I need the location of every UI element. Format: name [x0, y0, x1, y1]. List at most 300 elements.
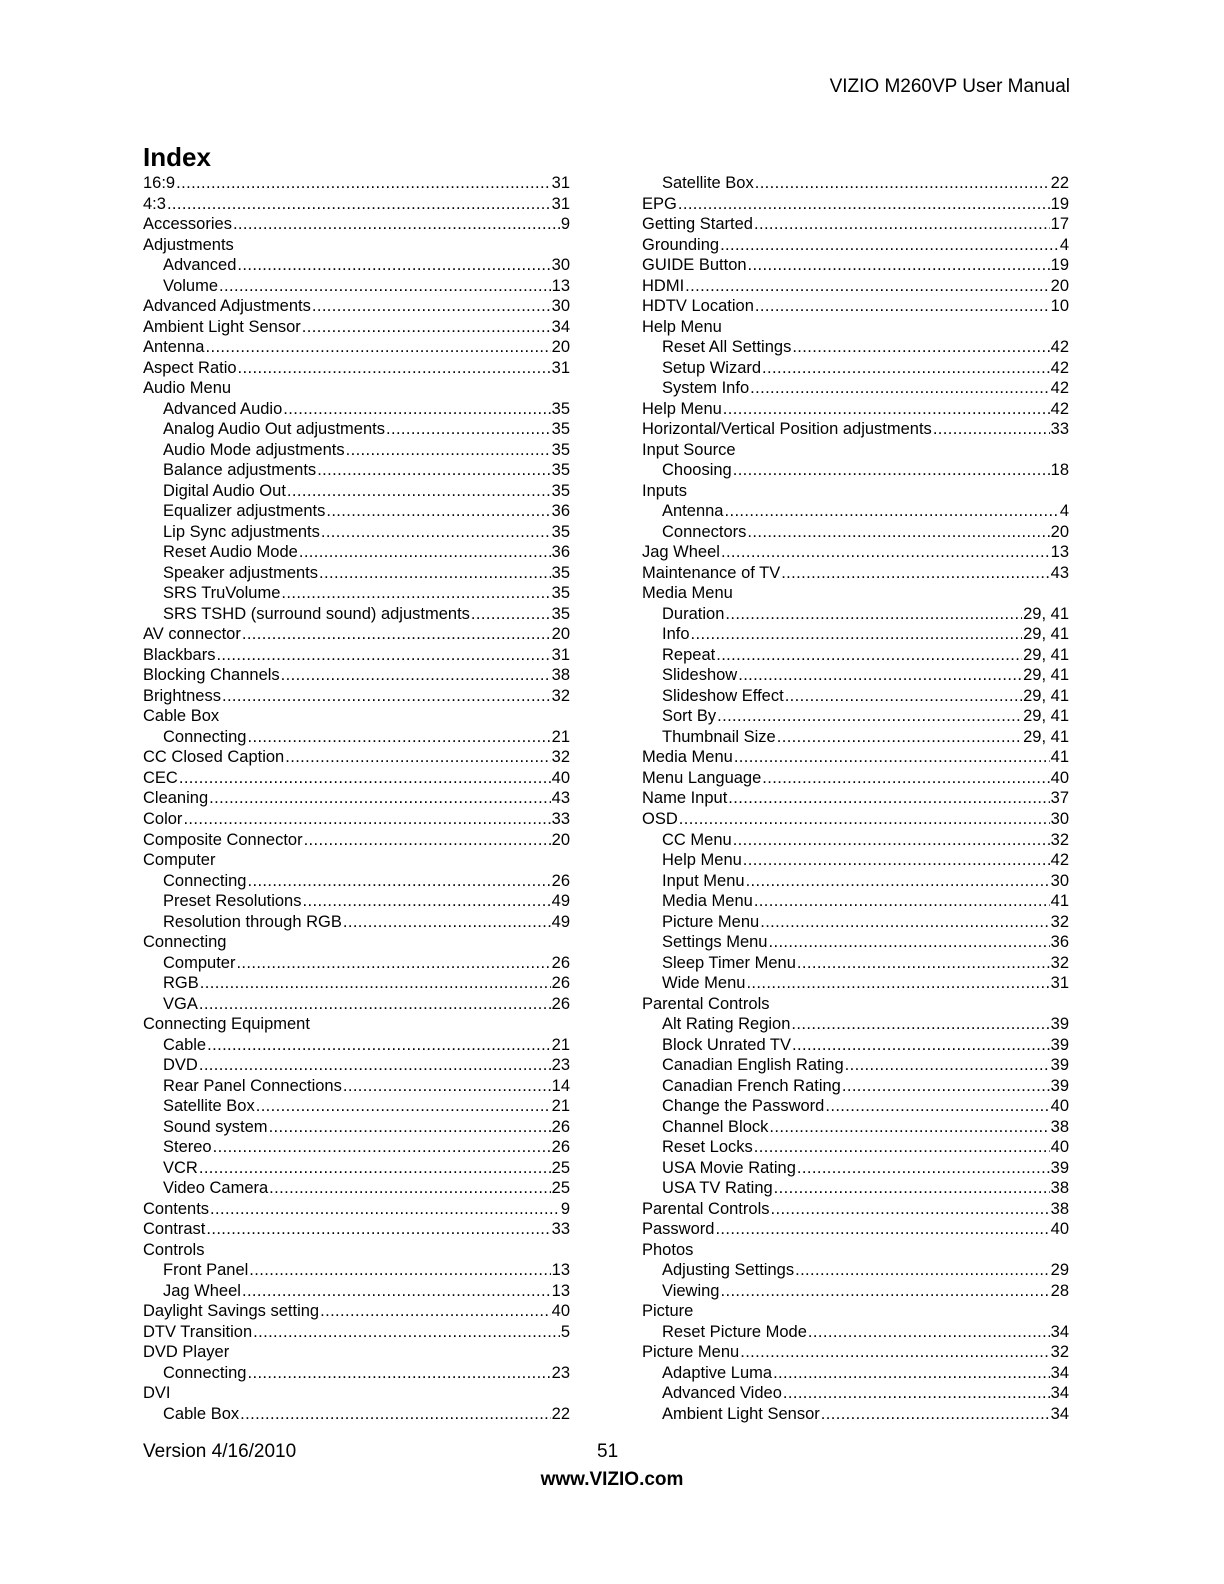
- dot-leader: [740, 1342, 1049, 1363]
- entry-label: Repeat: [662, 645, 716, 664]
- entry-label: Picture Menu: [662, 912, 760, 931]
- dot-leader: [748, 255, 1050, 276]
- index-entry: [143, 809, 570, 830]
- index-subentry: [143, 1076, 570, 1097]
- dot-leader: [219, 276, 551, 297]
- dot-leader: [304, 830, 551, 851]
- dot-leader: [281, 583, 550, 604]
- dot-leader: [287, 481, 551, 502]
- entry-page: 38: [1050, 1179, 1069, 1198]
- entry-label: Slideshow: [662, 666, 738, 685]
- index-subentry: [143, 255, 570, 276]
- index-entry: [143, 1240, 570, 1261]
- entry-label: Brightness: [143, 686, 221, 705]
- dot-leader: [723, 399, 1050, 420]
- index-entry: [642, 1342, 1069, 1363]
- dot-leader: [240, 1404, 551, 1425]
- dot-leader: [754, 1137, 1050, 1158]
- entry-page: 20: [1050, 522, 1069, 541]
- entry-label: Photos: [642, 1240, 694, 1259]
- dot-leader: [783, 1383, 1050, 1404]
- index-subentry: [143, 1260, 570, 1281]
- entry-label: Picture: [642, 1302, 694, 1321]
- entry-label: Video Camera: [163, 1179, 269, 1198]
- index-subentry: [642, 358, 1069, 379]
- index-subentry: [143, 460, 570, 481]
- entry-label: DTV Transition: [143, 1322, 253, 1341]
- index-entry: [642, 1219, 1069, 1240]
- entry-page: 32: [1050, 912, 1069, 931]
- dot-leader: [247, 871, 550, 892]
- index-entry: [143, 830, 570, 851]
- index-subentry: [143, 501, 570, 522]
- entry-label: Reset All Settings: [662, 338, 792, 357]
- entry-page: 35: [551, 481, 570, 500]
- entry-label: Reset Picture Mode: [662, 1322, 807, 1341]
- index-column-right: [642, 173, 1069, 1424]
- entry-page: 31: [551, 358, 570, 377]
- dot-leader: [791, 1014, 1049, 1035]
- entry-page: 20: [1050, 276, 1069, 295]
- entry-page: 31: [551, 174, 570, 192]
- entry-label: Help Menu: [662, 851, 742, 870]
- dot-leader: [167, 194, 551, 215]
- index-entry: [143, 747, 570, 768]
- index-subentry: [143, 440, 570, 461]
- entry-page: 13: [551, 276, 570, 295]
- index-subentry: [642, 1035, 1069, 1056]
- entry-page: 35: [551, 563, 570, 582]
- entry-label: Info: [662, 625, 690, 644]
- entry-label: Horizontal/Vertical Position adjustments: [642, 420, 932, 439]
- entry-page: 38: [551, 666, 570, 685]
- entry-label: Preset Resolutions: [163, 892, 302, 911]
- dot-leader: [746, 871, 1050, 892]
- footer-page-number: 51: [597, 1441, 619, 1462]
- index-entry: [143, 768, 570, 789]
- index-entry: [143, 317, 570, 338]
- dot-leader: [733, 460, 1050, 481]
- entry-label: Sleep Timer Menu: [662, 953, 796, 972]
- entry-label: Canadian French Rating: [662, 1076, 841, 1095]
- index-entry: [642, 788, 1069, 809]
- entry-label: Channel Block: [662, 1117, 769, 1136]
- entry-label: Help Menu: [642, 317, 722, 336]
- index-subentry: [143, 419, 570, 440]
- entry-page: 35: [551, 461, 570, 480]
- entry-page: 13: [551, 1261, 570, 1280]
- index-subentry: [143, 727, 570, 748]
- index-subentry: [143, 973, 570, 994]
- entry-label: Digital Audio Out: [163, 481, 286, 500]
- index-subentry: [642, 686, 1069, 707]
- entry-label: Computer: [143, 851, 216, 870]
- dot-leader: [346, 440, 551, 461]
- entry-page: 33: [551, 809, 570, 828]
- dot-leader: [720, 1281, 1049, 1302]
- entry-label: Media Menu: [642, 584, 733, 603]
- index-subentry: [642, 501, 1069, 522]
- dot-leader: [213, 1137, 551, 1158]
- entry-page: 21: [551, 1035, 570, 1054]
- dot-leader: [205, 337, 550, 358]
- entry-page: 35: [551, 440, 570, 459]
- entry-label: Alt Rating Region: [662, 1015, 791, 1034]
- dot-leader: [253, 1322, 560, 1343]
- entry-label: Resolution through RGB: [163, 912, 342, 931]
- entry-label: Speaker adjustments: [163, 563, 319, 582]
- index-subentry: [642, 1383, 1069, 1404]
- dot-leader: [734, 747, 1050, 768]
- index-entry: [642, 214, 1069, 235]
- index-subentry: [143, 1096, 570, 1117]
- entry-label: Controls: [143, 1240, 205, 1259]
- index-subentry: [642, 1158, 1069, 1179]
- index-entry: [642, 1240, 1069, 1261]
- entry-page: 26: [551, 953, 570, 972]
- index-subentry: [143, 481, 570, 502]
- entry-label: CC Menu: [662, 830, 732, 849]
- index-subentry: [143, 563, 570, 584]
- dot-leader: [176, 173, 551, 194]
- index-subentry: [642, 522, 1069, 543]
- entry-page: 17: [1050, 215, 1069, 234]
- dot-leader: [754, 891, 1050, 912]
- index-subentry: [642, 1178, 1069, 1199]
- index-column-left: [143, 173, 570, 1424]
- index-entry: [143, 296, 570, 317]
- entry-label: RGB: [163, 974, 199, 993]
- dot-leader: [777, 727, 1022, 748]
- dot-leader: [792, 337, 1049, 358]
- index-entry: [143, 1219, 570, 1240]
- entry-page: 22: [1050, 174, 1069, 192]
- entry-label: Contents: [143, 1199, 210, 1218]
- entry-label: Settings Menu: [662, 933, 768, 952]
- index-subentry: [642, 953, 1069, 974]
- footer-url: www.VIZIO.com: [540, 1469, 684, 1490]
- entry-label: AV connector: [143, 625, 241, 644]
- entry-page: 20: [551, 625, 570, 644]
- dot-leader: [302, 317, 551, 338]
- dot-leader: [199, 1158, 551, 1179]
- entry-page: 33: [551, 1220, 570, 1239]
- index-entry: [143, 1383, 570, 1404]
- entry-page: 22: [551, 1404, 570, 1423]
- dot-leader: [283, 399, 550, 420]
- index-entry: [642, 440, 1069, 461]
- index-heading: Index: [143, 142, 211, 172]
- entry-label: Connecting: [163, 1363, 247, 1382]
- index-entry: [642, 747, 1069, 768]
- entry-label: Sound system: [163, 1117, 268, 1136]
- index-subentry: [143, 891, 570, 912]
- index-entry: [143, 645, 570, 666]
- index-entry: [642, 768, 1069, 789]
- index-entry: [143, 665, 570, 686]
- entry-page: 32: [1050, 830, 1069, 849]
- entry-page: 13: [1050, 543, 1069, 562]
- entry-label: VGA: [163, 994, 198, 1013]
- entry-label: Grounding: [642, 235, 720, 254]
- entry-label: Jag Wheel: [642, 543, 720, 562]
- index-subentry: [143, 1117, 570, 1138]
- entry-page: 38: [1050, 1199, 1069, 1218]
- entry-label: Adjustments: [143, 235, 234, 254]
- entry-page: 38: [1050, 1117, 1069, 1136]
- entry-label: CC Closed Caption: [143, 748, 285, 767]
- entry-page: 25: [551, 1179, 570, 1198]
- index-subentry: [642, 624, 1069, 645]
- dot-leader: [321, 522, 551, 543]
- index-subentry: [642, 850, 1069, 871]
- dot-leader: [728, 788, 1049, 809]
- entry-page: 33: [1050, 420, 1069, 439]
- entry-label: CEC: [143, 768, 178, 787]
- entry-page: 35: [551, 399, 570, 418]
- entry-label: Connectors: [662, 522, 747, 541]
- entry-label: Block Unrated TV: [662, 1035, 792, 1054]
- entry-page: 23: [551, 1056, 570, 1075]
- entry-page: 21: [551, 1097, 570, 1116]
- entry-label: DVD Player: [143, 1343, 230, 1362]
- entry-label: Ambient Light Sensor: [143, 317, 301, 336]
- entry-page: 5: [560, 1322, 570, 1341]
- entry-label: Volume: [163, 276, 219, 295]
- dot-leader: [386, 419, 551, 440]
- dot-leader: [768, 932, 1049, 953]
- entry-page: 30: [1050, 871, 1069, 890]
- entry-label: Balance adjustments: [163, 461, 317, 480]
- entry-page: 40: [1050, 1220, 1069, 1239]
- dot-leader: [774, 1178, 1050, 1199]
- entry-page: 36: [551, 543, 570, 562]
- dot-leader: [317, 460, 550, 481]
- entry-page: 29: [1050, 1261, 1069, 1280]
- entry-page: 36: [551, 502, 570, 521]
- entry-label: Picture Menu: [642, 1343, 740, 1362]
- entry-page: 35: [551, 604, 570, 623]
- entry-page: 4: [1059, 235, 1069, 254]
- index-entry: [143, 337, 570, 358]
- index-entry: [642, 194, 1069, 215]
- entry-label: Change the Password: [662, 1097, 825, 1116]
- entry-page: 19: [1050, 256, 1069, 275]
- index-subentry: [642, 1363, 1069, 1384]
- index-entry: [642, 399, 1069, 420]
- entry-page: 35: [551, 420, 570, 439]
- dot-leader: [256, 1096, 551, 1117]
- index-subentry: [642, 1096, 1069, 1117]
- entry-label: Thumbnail Size: [662, 727, 776, 746]
- dot-leader: [679, 809, 1050, 830]
- dot-leader: [762, 768, 1049, 789]
- index-subentry: [642, 173, 1069, 194]
- index-subentry: [642, 1117, 1069, 1138]
- dot-leader: [785, 686, 1022, 707]
- index-entry: [642, 255, 1069, 276]
- entry-label: Adjusting Settings: [662, 1261, 795, 1280]
- entry-label: Input Menu: [662, 871, 745, 890]
- entry-label: Color: [143, 809, 183, 828]
- entry-label: Stereo: [163, 1138, 212, 1157]
- entry-label: Reset Audio Mode: [163, 543, 298, 562]
- entry-page: 30: [1050, 809, 1069, 828]
- entry-page: 40: [551, 1302, 570, 1321]
- index-entry: [642, 481, 1069, 502]
- entry-page: 19: [1050, 194, 1069, 213]
- entry-page: 29, 41: [1023, 625, 1069, 644]
- index-entry: [143, 173, 570, 194]
- index-entry: [143, 1322, 570, 1343]
- entry-label: Antenna: [662, 502, 724, 521]
- dot-leader: [797, 1158, 1050, 1179]
- entry-label: Advanced Adjustments: [143, 297, 311, 316]
- index-entry: [143, 1342, 570, 1363]
- entry-label: DVI: [143, 1384, 171, 1403]
- entry-label: Cable Box: [143, 707, 220, 726]
- entry-page: 42: [1050, 358, 1069, 377]
- entry-page: 29, 41: [1023, 727, 1069, 746]
- entry-page: 39: [1050, 1158, 1069, 1177]
- index-subentry: [143, 276, 570, 297]
- index-subentry: [642, 727, 1069, 748]
- entry-label: USA TV Rating: [662, 1179, 773, 1198]
- entry-page: 32: [1050, 953, 1069, 972]
- dot-leader: [319, 563, 551, 584]
- dot-leader: [754, 214, 1050, 235]
- index-subentry: [642, 1322, 1069, 1343]
- entry-label: Lip Sync adjustments: [163, 522, 320, 541]
- entry-label: SRS TruVolume: [163, 584, 281, 603]
- index-subentry: [143, 871, 570, 892]
- entry-page: 29, 41: [1023, 666, 1069, 685]
- index-subentry: [642, 1404, 1069, 1425]
- dot-leader: [326, 501, 550, 522]
- entry-label: HDTV Location: [642, 297, 754, 316]
- dot-leader: [760, 912, 1049, 933]
- dot-leader: [792, 1035, 1050, 1056]
- dot-leader: [281, 665, 551, 686]
- entry-label: SRS TSHD (surround sound) adjustments: [163, 604, 470, 623]
- entry-page: 31: [551, 194, 570, 213]
- dot-leader: [755, 296, 1050, 317]
- index-entry: [143, 706, 570, 727]
- dot-leader: [312, 296, 551, 317]
- entry-label: Parental Controls: [642, 1199, 770, 1218]
- entry-page: 26: [551, 1138, 570, 1157]
- dot-leader: [179, 768, 551, 789]
- dot-leader: [750, 378, 1050, 399]
- dot-leader: [207, 1035, 551, 1056]
- index-subentry: [642, 912, 1069, 933]
- index-entry: [143, 850, 570, 871]
- dot-leader: [738, 665, 1022, 686]
- dot-leader: [762, 358, 1050, 379]
- entry-label: Analog Audio Out adjustments: [163, 420, 385, 439]
- entry-label: Jag Wheel: [163, 1281, 241, 1300]
- index-subentry: [143, 994, 570, 1015]
- dot-leader: [199, 994, 551, 1015]
- index-entry: [143, 378, 570, 399]
- entry-page: 34: [1050, 1363, 1069, 1382]
- dot-leader: [242, 624, 551, 645]
- dot-leader: [795, 1260, 1050, 1281]
- dot-leader: [717, 706, 1022, 727]
- index-entry: [642, 235, 1069, 256]
- entry-page: 39: [1050, 1056, 1069, 1075]
- entry-label: Password: [642, 1220, 715, 1239]
- entry-label: Connecting: [163, 727, 247, 746]
- entry-label: Satellite Box: [163, 1097, 255, 1116]
- dot-leader: [183, 809, 550, 830]
- entry-label: Maintenance of TV: [642, 563, 781, 582]
- entry-page: 41: [1050, 892, 1069, 911]
- dot-leader: [471, 604, 551, 625]
- index-entry: [143, 932, 570, 953]
- entry-page: 20: [551, 338, 570, 357]
- index-subentry: [642, 1137, 1069, 1158]
- dot-leader: [720, 235, 1059, 256]
- entry-label: VCR: [163, 1158, 198, 1177]
- entry-label: Audio Mode adjustments: [163, 440, 345, 459]
- entry-label: Input Source: [642, 440, 736, 459]
- entry-label: Equalizer adjustments: [163, 502, 326, 521]
- entry-page: 26: [551, 1117, 570, 1136]
- dot-leader: [206, 1219, 550, 1240]
- manual-title: VIZIO M260VP User Manual: [829, 76, 1070, 97]
- entry-page: 18: [1050, 461, 1069, 480]
- index-subentry: [642, 460, 1069, 481]
- entry-page: 40: [1050, 768, 1069, 787]
- entry-label: Advanced: [163, 256, 237, 275]
- dot-leader: [269, 1178, 550, 1199]
- footer-version: Version 4/16/2010: [143, 1441, 297, 1462]
- dot-leader: [238, 358, 551, 379]
- dot-leader: [747, 522, 1049, 543]
- index-entry: [642, 563, 1069, 584]
- entry-page: 31: [551, 645, 570, 664]
- entry-page: 36: [1050, 933, 1069, 952]
- entry-page: 32: [551, 748, 570, 767]
- entry-label: Daylight Savings setting: [143, 1302, 320, 1321]
- entry-label: 16:9: [143, 174, 176, 192]
- dot-leader: [808, 1322, 1050, 1343]
- index-subentry: [143, 912, 570, 933]
- index-entry: [143, 235, 570, 256]
- entry-page: 34: [1050, 1404, 1069, 1423]
- entry-page: 26: [551, 994, 570, 1013]
- index-subentry: [143, 1363, 570, 1384]
- entry-page: 23: [551, 1363, 570, 1382]
- entry-label: Cable: [163, 1035, 207, 1054]
- entry-page: 32: [1050, 1343, 1069, 1362]
- entry-page: 9: [560, 215, 570, 234]
- entry-page: 10: [1050, 297, 1069, 316]
- dot-leader: [343, 1076, 551, 1097]
- dot-leader: [247, 1363, 550, 1384]
- entry-page: 34: [1050, 1384, 1069, 1403]
- dot-leader: [242, 1281, 551, 1302]
- entry-label: 4:3: [143, 194, 166, 213]
- index-subentry: [642, 932, 1069, 953]
- entry-label: GUIDE Button: [642, 256, 747, 275]
- entry-page: 49: [551, 912, 570, 931]
- index-subentry: [642, 1281, 1069, 1302]
- entry-label: Sort By: [662, 707, 717, 726]
- entry-page: 29, 41: [1023, 645, 1069, 664]
- index-entry: [143, 788, 570, 809]
